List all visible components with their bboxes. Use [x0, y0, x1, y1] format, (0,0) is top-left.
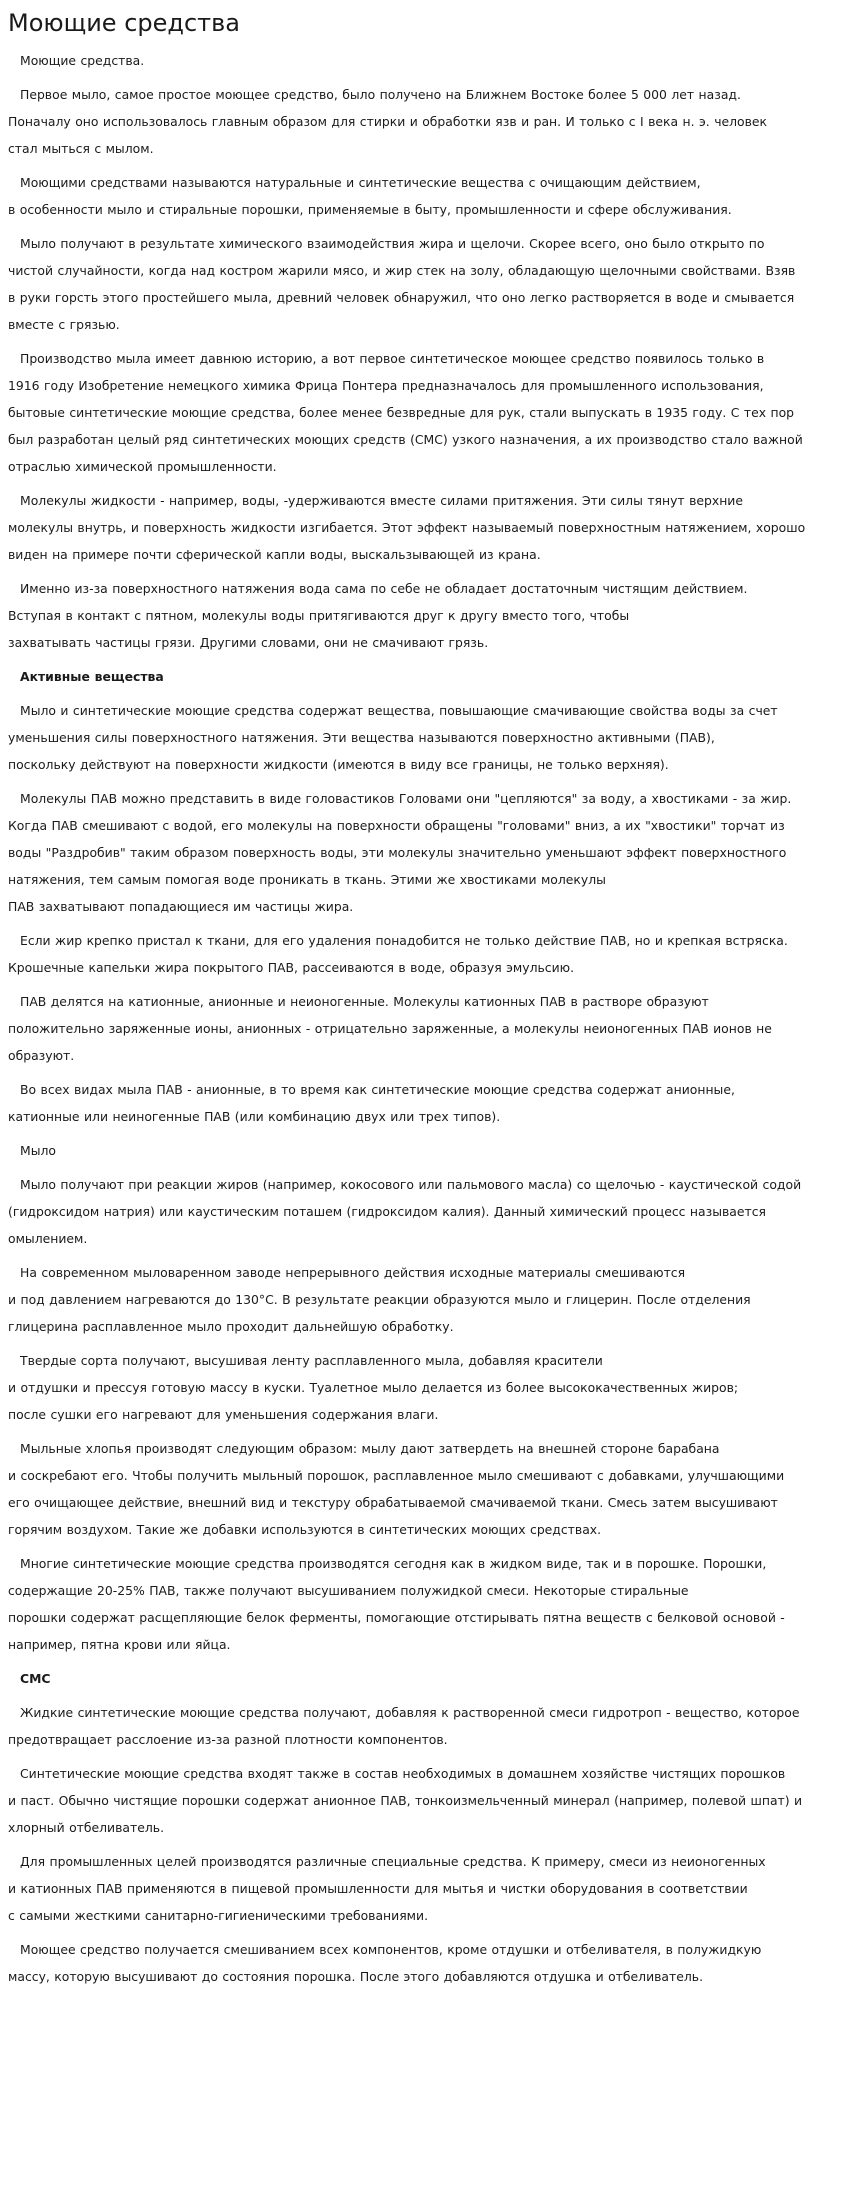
section-heading: Активные вещества — [20, 669, 164, 684]
paragraph: Синтетические моющие средства входят также в состав необходимых в домашнем хозяйстве чистящих порошков и паст. Обычно чистящие порошки содержат анионное ПАВ, тонкоизмельченный минерал (например, полевой шпат) и хлорный отбеливатель. — [8, 1766, 803, 1835]
paragraph: Моющее средство получается смешиванием всех компонентов, кроме отдушки и отбеливателя, в полужидкую массу, которую высушивают до состояния порошка. После этого добавляются отдушка и отбеливатель. — [8, 1942, 762, 1984]
paragraph: Для промышленных целей производятся различные специальные средства. К примеру, смеси из неионогенных и катионных ПАВ применяются в пищевой промышленности для мытья и чистки оборудования в соответствии с самыми жесткими санитарно-гигиеническими требованиями. — [8, 1854, 766, 1923]
paragraph: Именно из-за поверхностного натяжения вода сама по себе не обладает достаточным чистящим действием. Вступая в контакт с пятном, молекулы воды притягиваются друг к другу вместо того, чтобы захватывать частицы грязи. Другими словами, они не смачивают грязь. — [8, 581, 748, 650]
paragraph: Мыло и синтетические моющие средства содержат вещества, повышающие смачивающие свойства воды за счет уменьшения силы поверхностного натяжения. Эти вещества называются поверхностно активными (ПАВ), поскольку действуют на поверхности жидкости (имеются в виду все границы, не только верхняя). — [8, 703, 778, 772]
paragraph: Мыло — [20, 1143, 56, 1158]
paragraph: Твердые сорта получают, высушивая ленту расплавленного мыла, добавляя красители и отдушки и прессуя готовую массу в куски. Туалетное мыло делается из более высококачественных жиров; после сушки его нагревают для уменьшения содержания влаги. — [8, 1353, 739, 1422]
paragraph: Мыльные хлопья производят следующим образом: мылу дают затвердеть на внешней стороне барабана и соскребают его. Чтобы получить мыльный порошок, расплавленное мыло смешивают с добавками, улучшающими его очищающее действие, внешний вид и текстуру обрабатываемой смачиваемой ткани. Смесь затем высушивают горячим воздухом. Такие же добавки используются в синтетических моющих средствах. — [8, 1441, 785, 1537]
paragraph: Если жир крепко пристал к ткани, для его удаления понадобится не только действие ПАВ, но и крепкая встряска. Крошечные капельки жира покрытого ПАВ, рассеиваются в воде, образуя эмульсию. — [8, 933, 788, 975]
paragraph: Жидкие синтетические моющие средства получают, добавляя к растворенной смеси гидротроп - вещество, которое предотвращает расслоение из-за разной плотности компонентов. — [8, 1705, 800, 1747]
paragraph: Первое мыло, самое простое моющее средство, было получено на Ближнем Востоке более 5 000 лет назад. Поначалу оно использовалось главным образом для стирки и обработки язв и ран. И только с I века н. э. человек стал мыться с мылом. — [8, 87, 768, 156]
section-heading: СМС — [20, 1671, 51, 1686]
paragraph: На современном мыловаренном заводе непрерывного действия исходные материалы смешиваются и под давлением нагреваются до 130°С. В результате реакции образуются мыло и глицерин. После отделения глицерина расплавленное мыло проходит дальнейшую обработку. — [8, 1265, 751, 1334]
paragraph: Производство мыла имеет давнюю историю, а вот первое синтетическое моющее средство появилось только в 1916 году Изобретение немецкого химика Фрица Понтера предназначалось для промышленного использования, бытовые синтетические моющие средства, более менее безвредные для рук, стали выпускать в 1935 году. С тех пор был разработан целый ряд синтетических моющих средств (СМС) узкого назначения, а их производство стало важной отраслью химической промышленности. — [8, 351, 803, 474]
paragraph: Мыло получают при реакции жиров (например, кокосового или пальмового масла) со щелочью - каустической содой (гидроксидом натрия) или каустическим поташем (гидроксидом калия). Данный химический процесс называется омылением. — [8, 1177, 802, 1246]
article-body — [8, 47, 841, 1990]
page-title: Моющие средства — [8, 9, 241, 37]
paragraph: ПАВ делятся на катионные, анионные и неионогенные. Молекулы катионных ПАВ в растворе образуют положительно заряженные ионы, анионных - отрицательно заряженные, а молекулы неионогенных ПАВ ионов не образуют. — [8, 994, 772, 1063]
paragraph: Молекулы жидкости - например, воды, -удерживаются вместе силами притяжения. Эти силы тянут верхние молекулы внутрь, и поверхность жидкости изгибается. Этот эффект называемый поверхностным натяжением, хорошо виден на примере почти сферической капли воды, выскальзывающей из крана. — [8, 493, 806, 562]
paragraph: Молекулы ПАВ можно представить в виде головастиков Головами они "цепляются" за воду, а хвостиками - за жир. Когда ПАВ смешивают с водой, его молекулы на поверхности обращены "головами" вниз, а их "хвостики" торчат из воды "Раздробив" таким образом поверхность воды, эти молекулы значительно уменьшают эффект поверхностного натяжения, тем самым помогая воде проникать в ткань. Этими же хвостиками молекулы ПАВ захватывают попадающиеся им частицы жира. — [8, 791, 792, 914]
paragraph: Моющими средствами называются натуральные и синтетические вещества с очищающим действием, в особенности мыло и стиральные порошки, применяемые в быту, промышленности и сфере обслуживания. — [8, 175, 732, 217]
paragraph: Во всех видах мыла ПАВ - анионные, в то время как синтетические моющие средства содержат анионные, катионные или неиногенные ПАВ (или комбинацию двух или трех типов). — [8, 1082, 735, 1124]
paragraph: Мыло получают в результате химического взаимодействия жира и щелочи. Скорее всего, оно было открыто по чистой случайности, когда над костром жарили мясо, и жир стек на золу, обладающую щелочными свойствами. Взяв в руки горсть этого простейшего мыла, древний человек обнаружил, что оно легко растворяется в воде и смывается вместе с грязью. — [8, 236, 796, 332]
paragraph: Многие синтетические моющие средства производятся сегодня как в жидком виде, так и в порошке. Порошки, содержащие 20-25% ПАВ, также получают высушиванием полужидкой смеси. Некоторые стиральные порошки содержат расщепляющие белок ферменты, помогающие отстирывать пятна веществ с белковой основой - например, пятна крови или яйца. — [8, 1556, 785, 1652]
paragraph: Моющие средства. — [20, 53, 145, 68]
